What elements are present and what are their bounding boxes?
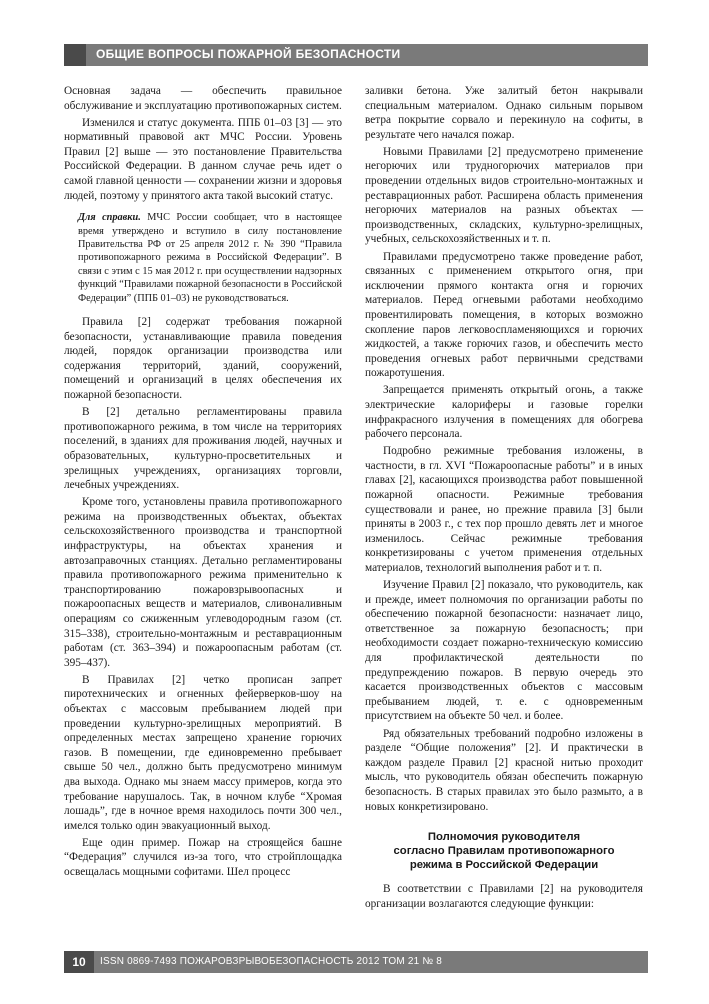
running-header-title: ОБЩИЕ ВОПРОСЫ ПОЖАРНОЙ БЕЗОПАСНОСТИ [96, 47, 401, 61]
reference-note [78, 211, 342, 305]
paragraph: заливки бетона. Уже залитый бетон накрывали специальным материалом. Однако сильным порывом ветра покрытие сорвало и перекинуло на софиты, в результате чего начался пожар. [365, 85, 643, 141]
paragraph: Ряд обязательных требований подробно изложены в разделе “Общие положения” [2]. И практически в каждом разделе Правил [2] красной нитью проходит мысль, что руководитель обязан обеспечить пожарную безопасность. В старых правилах это было размыто, а в новых конкретизировано. [365, 727, 643, 813]
paragraph: Изменился и статус документа. ППБ 01–03 [3] — это нормативный правовой акт МЧС России. Уровень Правил [2] выше — это постановление Правительства Российской Федерации. В данном случае речь идет о самой главной ценности — сохранении жизни и здоровья людей, поэтому у принятого акта такой высокий статус. [64, 116, 342, 202]
paragraph: Правилами предусмотрено также проведение работ, связанных с применением открытого огня, при исключении прямого контакта огня и горючих материалов. Перед огневыми работами необходимо провентилировать помещения, в которых возможно скопление паров легковоспламеняющихся и горючих жидкостей, а также горючих газов, и обеспечить место проведения огневых работ первичными средствами пожаротушения. [365, 250, 643, 380]
section-heading-line: режима в Российской Федерации [409, 859, 599, 872]
note-text: МЧС России сообщает, что в настоящее время утверждено и вступило в силу постановление Правительства РФ от 25 апреля 2012 г. № 390 “Правила противопожарного режима в Российской Федерации”. В связи с этим с 15 мая 2012 г. при осуществлении надзорных функций “Правилами пожарной безопасности в Российской Федерации” (ППБ 01–03) не руководствоваться. [78, 212, 342, 304]
paragraph: В Правилах [2] четко прописан запрет пиротехнических и огненных фейерверков-шоу на объектах с массовым пребыванием людей при проведении культурно-зрелищных мероприятий. В определенных местах запрещено хранение горючих газов. В помещении, где единовременно пребывает свыше 50 чел., должно быть предусмотрено минимум два выхода. Однако мы знаем массу примеров, когда это требование нарушалось. Так, в ночном клубе “Хромая лошадь”, где в ночное время находилось почти 300 чел., имелся только один эвакуационный выход. [64, 673, 342, 832]
journal-info: ISSN 0869-7493 ПОЖАРОВЗРЫВОБЕЗОПАСНОСТЬ 2012 ТОМ 21 № 8 [100, 956, 443, 967]
paragraph: Основная задача — обеспечить правильное обслуживание и эксплуатацию противопожарных систем. [64, 85, 342, 112]
section-heading-line: Полномочия руководителя [427, 831, 581, 844]
paragraph: Кроме того, установлены правила противопожарного режима на производственных объектах, объектах сельскохозяйственного производства и транспортной инфраструктуры, на объектах хранения и автозаправочных станциях. Детально регламентированы правила противопожарного режима применительно к транспортированию пожаровзрывоопасных и пожароопасных веществ и материалов, сливоналивным операциям со сжиженным углеводородным газом (ст. 315–338), строительно-монтажным и реставрационным работам (ст. 363–394) и пожароопасным работам (ст. 395–437). [64, 496, 342, 669]
paragraph: Запрещается применять открытый огонь, а также электрические калориферы и газовые горелки инфракрасного излучения в помещениях для обогрева рабочего персонала. [365, 384, 643, 441]
left-column [64, 84, 342, 882]
right-column [365, 84, 643, 914]
page-number: 10 [72, 955, 86, 969]
section-heading [365, 830, 643, 872]
section-heading-line: согласно Правилам противопожарного [393, 845, 615, 858]
paragraph: Новыми Правилами [2] предусмотрено применение негорючих или трудногорючих материалов при проведении отдельных видов строительно-монтажных и реставрационных работ. Расширена область применения негорючих материалов на разных объектах — производственных, складских, культурно-зрелищных, учебных, сельскохозяйственных и т. п. [365, 145, 643, 246]
paragraph: Изучение Правил [2] показало, что руководитель, как и прежде, имеет полномочия по организации работы по обеспечению пожарной безопасности: назначает лицо, ответственное за пожарную безопасность; при необходимости создает пожарно-техническую комиссию для профилактической деятельности по предупреждению пожаров. В первую очередь это касается производственных объектов с массовым пребыванием людей, т. е. с одновременным присутствием на объекте 50 чел. и более. [365, 579, 643, 723]
paragraph: В соответствии с Правилами [2] на руководителя организации возлагаются следующие функции: [365, 883, 643, 910]
paragraph: Подробно режимные требования изложены, в частности, в гл. XVI “Пожароопасные работы” и в иных главах [2], касающихся производства работ повышенной пожарной опасности. Режимные требования существовали и ранее, но прежние правила [3] были приняты в 2003 г., с тех пор прошло девять лет и многое изменилось. Сейчас режимные требования конкретизированы с учетом применения отдельных материалов, технологий выполнения работ и т. п. [365, 445, 643, 574]
paragraph: Еще один пример. Пожар на строящейся башне “Федерация” случился из-за того, что стройплощадка освещалась мощными софитами. Шел процесс [64, 836, 342, 879]
paragraph: Правила [2] содержат требования пожарной безопасности, устанавливающие правила поведения людей, порядок организации производства или содержания территорий, зданий, сооружений, помещений и организаций в целях обеспечения их пожарной безопасности. [64, 316, 342, 402]
header-accent-block [64, 44, 86, 66]
note-label: Для справки. [78, 212, 141, 224]
paragraph: В [2] детально регламентированы правила противопожарного режима, в том числе на территориях поселений, в зданиях для проживания людей, научных и образовательных, культурно-просветительных и зрелищных учреждениях, организациях торговли, лечебных учреждениях. [64, 406, 342, 492]
